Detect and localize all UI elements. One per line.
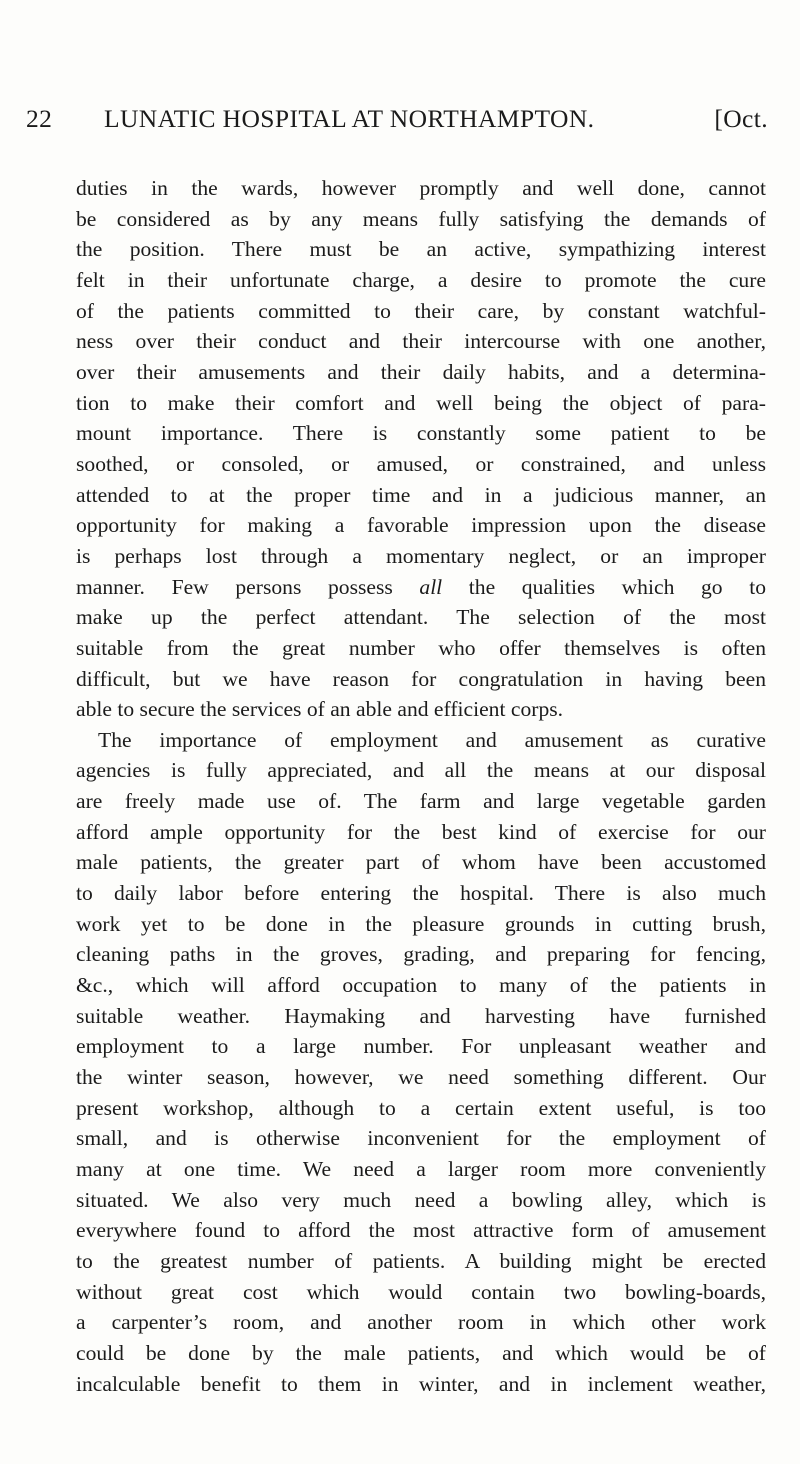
text-line: afford ample opportunity for the best kind of exercise for our [76,819,766,844]
text-line: suitable from the great number who offer themselves is often [76,635,766,660]
paragraph-first-line: The importance of employment and amusement as curative [98,727,766,752]
text-line: the position. There must be an active, sympathizing interest [76,237,766,262]
text-line: difficult, but we have reason for congratulation in having been [76,666,766,691]
text-line: could be done by the male patients, and which would be of [76,1340,766,1365]
text-line: many at one time. We need a larger room more conveniently [76,1157,766,1181]
running-title: LUNATIC HOSPITAL AT NORTHAMPTON. [104,104,595,133]
text-line: of the patients committed to their care, by constant watchful- [76,298,766,323]
text-line: employment to a large number. For unpleasant weather and [76,1034,766,1059]
text-line: work yet to be done in the pleasure grounds in cutting brush, [76,911,766,936]
running-header [26,104,774,144]
text-line: to daily labor before entering the hospital. There is also much [76,881,766,906]
text-line: cleaning paths in the groves, grading, and preparing for fencing, [76,942,766,967]
text-line: is perhaps lost through a momentary neglect, or an improper [76,543,766,568]
text-line-with-emphasis [76,572,766,603]
text-line: to the greatest number of patients. A building might be erected [76,1248,766,1273]
text-line: the winter season, however, we need something different. Our [76,1065,766,1090]
running-date: [Oct. [714,104,768,133]
text-line: a carpenter’s room, and another room in which other work [76,1310,766,1335]
emphasized-word: all [419,574,443,599]
text-line: suitable weather. Haymaking and harvesting have furnished [76,1003,766,1028]
text-line: able to secure the services of an able and efficient corps. [76,697,564,722]
text-line: mount importance. There is constantly some patient to be [76,421,766,446]
text-line: be considered as by any means fully satisfying the demands of [76,206,766,231]
text-segment: the qualities which go to [442,574,766,599]
text-line: make up the perfect attendant. The selection of the most [76,605,766,630]
text-line: attended to at the proper time and in a judicious manner, an [76,482,766,507]
text-segment: manner. Few persons possess [76,574,420,599]
text-line: over their amusements and their daily habits, and a determina- [76,359,766,384]
text-line: incalculable benefit to them in winter, and in inclement weather, [76,1371,766,1396]
text-line: tion to make their comfort and well being the object of para- [76,390,766,415]
text-line: soothed, or consoled, or amused, or constrained, and unless [76,451,766,476]
text-line: situated. We also very much need a bowling alley, which is [76,1187,766,1212]
text-line: felt in their unfortunate charge, a desire to promote the cure [76,267,766,292]
text-line: small, and is otherwise inconvenient for the employment of [76,1126,766,1151]
text-line: duties in the wards, however promptly and well done, cannot [76,176,766,200]
text-line: are freely made use of. The farm and large vegetable garden [76,789,766,814]
text-line: agencies is fully appreciated, and all the means at our disposal [76,758,766,783]
text-line: male patients, the greater part of whom have been accustomed [76,850,766,875]
page-number: 22 [26,104,53,133]
text-line: without great cost which would contain two bowling-boards, [76,1279,766,1304]
text-line: opportunity for making a favorable impression upon the disease [76,513,766,538]
body-text [76,173,766,1399]
text-line: &c., which will afford occupation to many of the patients in [76,973,766,998]
text-line: ness over their conduct and their intercourse with one another, [76,329,766,354]
text-line: everywhere found to afford the most attractive form of amusement [76,1218,766,1243]
text-line: present workshop, although to a certain extent useful, is too [76,1095,766,1120]
